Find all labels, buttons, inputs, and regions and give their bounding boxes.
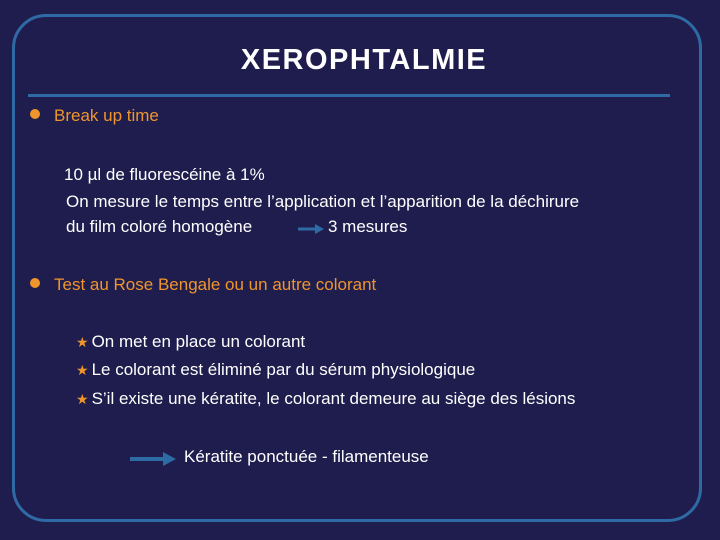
detail-line-3-prefix: du film coloré homogène xyxy=(66,217,253,236)
star-icon: ★ xyxy=(76,362,89,378)
slide-title: XEROPHTALMIE xyxy=(240,44,488,76)
sub-item-3 xyxy=(76,389,575,409)
conclusion-text: Kératite ponctuée - filamenteuse xyxy=(184,447,429,466)
bullet-dot-icon xyxy=(30,278,40,288)
bullet-rose-bengale xyxy=(30,275,376,295)
detail-line-3 xyxy=(66,217,252,237)
sub-item-text: S’il existe une kératite, le colorant demeure au siège des lésions xyxy=(91,389,576,408)
detail-line-2: On mesure le temps entre l’application et l’apparition de la déchirure xyxy=(66,192,580,211)
right-arrow-icon xyxy=(298,223,324,235)
star-icon: ★ xyxy=(76,334,89,350)
right-arrow-icon xyxy=(130,452,176,466)
sub-item-1 xyxy=(76,332,305,352)
sub-item-text: On met en place un colorant xyxy=(91,332,306,351)
sub-item-text: Le colorant est éliminé par du sérum physiologique xyxy=(91,360,476,379)
bullet-label: Break up time xyxy=(54,106,159,125)
bullet-dot-icon xyxy=(30,109,40,119)
bullet-label: Test au Rose Bengale ou un autre colorant xyxy=(54,275,377,294)
bullet-break-up-time xyxy=(30,106,159,126)
detail-line-1: 10 µl de fluorescéine à 1% xyxy=(64,165,265,184)
star-icon: ★ xyxy=(76,391,89,407)
detail-line-3-suffix: 3 mesures xyxy=(328,217,408,236)
sub-item-2 xyxy=(76,360,475,380)
slide-frame xyxy=(12,14,702,522)
title-divider xyxy=(28,94,670,97)
